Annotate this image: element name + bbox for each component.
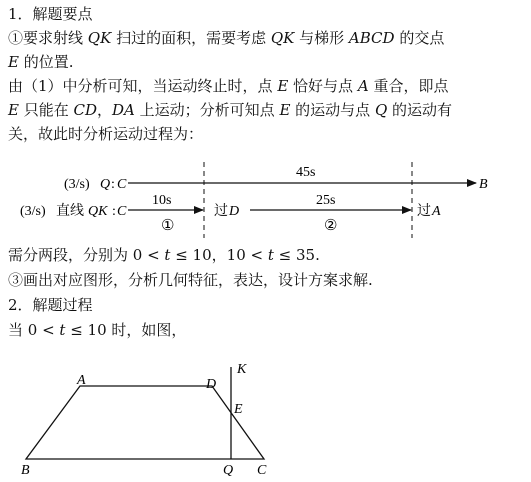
- stages-b: ≤ 10，10 <: [170, 246, 268, 264]
- analysis-line-3: 关，故此时分析运动过程为：: [8, 125, 204, 143]
- case1-t: t: [59, 321, 66, 339]
- trapezoid-figure: [0, 355, 531, 482]
- stages-t1: t: [164, 246, 171, 264]
- abcd-label: ABCD: [348, 29, 395, 47]
- qk-label-2: QK: [270, 29, 295, 47]
- analysis-E: E: [277, 77, 289, 95]
- point-c-label: C: [257, 463, 267, 478]
- e-label: E: [8, 53, 19, 71]
- case1-text: [8, 320, 186, 340]
- seg1-duration: 10s: [152, 193, 172, 208]
- row2-prefix: 直线: [56, 204, 84, 219]
- mid-label-prefix: 过: [214, 204, 228, 219]
- seg1-number: ①: [161, 218, 175, 234]
- point1-text-cont: [8, 52, 74, 72]
- analysis-CD: CD: [73, 101, 98, 119]
- row1-duration: 45s: [296, 165, 316, 180]
- point-d-label: D: [206, 377, 217, 392]
- row2-label: QK: [88, 204, 108, 219]
- case1-a: 当 0 <: [8, 321, 60, 339]
- row1-start: C: [117, 177, 127, 192]
- analysis-line-2: [8, 100, 452, 120]
- analysis-E-3: E: [279, 101, 291, 119]
- analysis-A: A: [357, 77, 369, 95]
- point-q-label: Q: [223, 463, 234, 478]
- point1-e-rest: 的位置.: [18, 53, 74, 71]
- mid-label-point: D: [229, 204, 240, 219]
- stages-text: [8, 245, 320, 265]
- end-label-prefix: 过: [417, 204, 431, 219]
- trapezoid-abcd: [26, 386, 264, 459]
- seg2-number: ②: [324, 218, 338, 234]
- stages-t2: t: [267, 246, 274, 264]
- analysis-1c: 重合，即点: [368, 77, 449, 95]
- point1-d: 的交点: [394, 29, 445, 47]
- point-a-label: A: [77, 373, 86, 388]
- point1-c: 与梯形: [294, 29, 349, 47]
- motion-diagram: [0, 150, 531, 240]
- analysis-E-2: E: [8, 101, 19, 119]
- analysis-DA: DA: [112, 101, 135, 119]
- point-e-label: E: [234, 402, 243, 417]
- row2-speed: (3/s): [20, 204, 46, 219]
- point1-a: ①要求射线: [8, 29, 88, 47]
- point-b-label: B: [21, 463, 30, 478]
- point1-text: [8, 28, 444, 48]
- row1-speed: (3/s): [64, 177, 90, 192]
- end-label-point: A: [432, 204, 441, 219]
- point1-b: 扫过的面积，需要考虑: [111, 29, 271, 47]
- row2-start: C: [117, 204, 127, 219]
- row1-end: B: [479, 177, 488, 192]
- analysis-Q: Q: [374, 101, 388, 119]
- stages-c: ≤ 35.: [273, 246, 320, 264]
- section2-heading: 2．解题过程: [8, 296, 93, 314]
- analysis-2e: 的运动有: [387, 101, 453, 119]
- section1-heading: 1．解题要点: [8, 5, 93, 23]
- row1-label: Q: [100, 177, 111, 192]
- row2-colon: :: [112, 204, 116, 219]
- analysis-2b: ，: [97, 101, 113, 119]
- analysis-2a: 只能在: [18, 101, 74, 119]
- row1-colon: :: [111, 177, 115, 192]
- analysis-2d: 的运动与点: [290, 101, 375, 119]
- case1-b: ≤ 10 时，如图，: [65, 321, 187, 339]
- analysis-1b: 恰好与点: [288, 77, 358, 95]
- analysis-line-1: [8, 76, 448, 96]
- point-k-label: K: [237, 362, 247, 377]
- analysis-1a: 由（1）中分析可知，当运动终止时，点: [8, 77, 278, 95]
- qk-label: QK: [87, 29, 112, 47]
- stages-a: 需分两段，分别为 0 <: [8, 246, 165, 264]
- seg2-duration: 25s: [316, 193, 336, 208]
- step3-text: ③画出对应图形，分析几何特征，表达，设计方案求解.: [8, 271, 373, 289]
- analysis-2c: 上运动；分析可知点: [134, 101, 280, 119]
